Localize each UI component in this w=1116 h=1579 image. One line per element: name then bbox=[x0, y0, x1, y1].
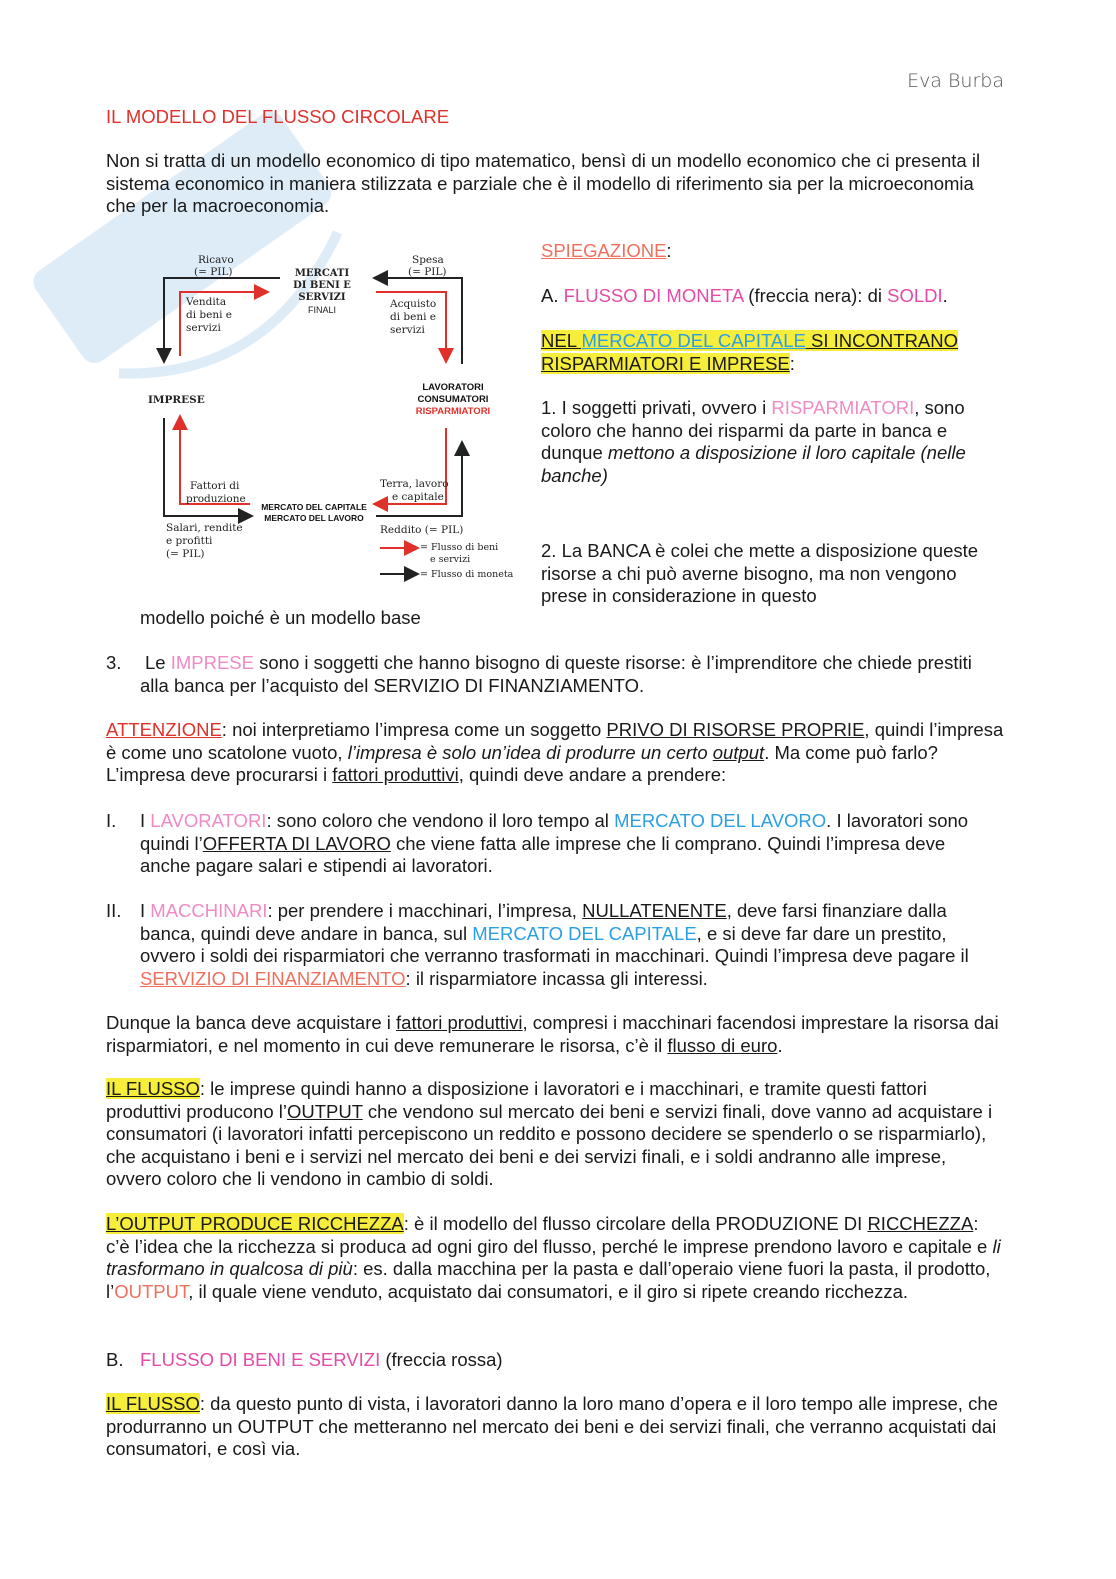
mercati-line-4: FINALI bbox=[307, 305, 336, 315]
p1-b: , bbox=[914, 397, 920, 418]
output-ricchezza-paragraph bbox=[106, 1213, 1006, 1303]
label-spesa: Spesa bbox=[412, 254, 444, 266]
legend-black: = Flusso di moneta bbox=[420, 569, 514, 580]
attenzione-paragraph bbox=[106, 719, 1006, 787]
point-2-paragraph: 2. La BANCA è colei che mette a disposizione queste risorse a chi può averne bisogno, ma non vengono prese in considerazione in questo bbox=[541, 540, 979, 606]
p3-a: Le bbox=[145, 652, 171, 673]
p3-number: 3. bbox=[106, 652, 122, 673]
att-b: , quindi l’impresa è come uno scatolone vuoto, bbox=[106, 719, 1004, 763]
a-rest: (freccia nera): di bbox=[743, 285, 888, 306]
or-b: : c’è l’idea che la ricchezza si produca ad ogni giro del flusso, perché le imprese prendono lavoro e capitale e bbox=[106, 1213, 993, 1257]
att-a: : noi interpretiamo l’impresa come un soggetto bbox=[221, 719, 607, 740]
a-dot: . bbox=[942, 285, 948, 306]
label-spesa-pil: (= PIL) bbox=[408, 266, 447, 278]
mercati-line-2: DI BENI E bbox=[293, 280, 351, 291]
ii-d: , e si deve far dare un prestito, ovvero i soldi dei risparmiatori che verranno trasformati in macchinari. Quindi l’impresa deve pagare il bbox=[140, 922, 969, 966]
acquisto-line-2: di beni e bbox=[390, 311, 437, 323]
flusso-moneta-line bbox=[541, 285, 948, 308]
i-mercato: MERCATO DEL LAVORO bbox=[614, 810, 827, 831]
flusso1-output: OUTPUT bbox=[287, 1100, 363, 1122]
ii-c: , deve farsi finanziare dalla banca, quindi deve andare in banca, sul bbox=[140, 900, 947, 944]
flusso2-label: IL FLUSSO bbox=[106, 1393, 200, 1414]
i-c: . I lavoratori sono quindi l’ bbox=[140, 810, 969, 854]
att-c: . Ma come può farlo? L’impresa deve procurarsi i bbox=[106, 741, 938, 785]
label-consumatori: CONSUMATORI bbox=[417, 394, 489, 405]
attenzione-label: ATTENZIONE bbox=[106, 719, 222, 740]
p1-a: 1. I soggetti privati, ovvero i bbox=[541, 397, 772, 418]
acquisto-line-3: servizi bbox=[390, 324, 425, 336]
ii-null: NULLATENENTE bbox=[582, 900, 727, 921]
soldi: SOLDI bbox=[887, 285, 943, 306]
or-c: : es. dalla macchina per la pasta e dall’operaio viene fuori la pasta, il prodotto, l’ bbox=[106, 1258, 991, 1302]
terra-line-1: Terra, lavoro bbox=[380, 478, 449, 490]
salari-line-3: (= PIL) bbox=[166, 548, 205, 560]
spiegazione-heading bbox=[541, 240, 672, 263]
flusso2-a: : da questo punto di vista, i lavoratori danno la loro mano d’opera e il loro tempo alle imprese, che produrranno un OUTPUT che metteranno nel mercato dei beni e dei servizi finali, che verranno acquistati dai consumatori, e così via. bbox=[106, 1393, 998, 1459]
p3-b: sono i soggetti che hanno bisogno di queste risorse: è l’imprenditore che chiede prestiti alla banca per l’acquisto del SERVIZIO DI FINANZIAMENTO. bbox=[140, 652, 972, 696]
i-offerta: OFFERTA DI LAVORO bbox=[202, 832, 391, 854]
point-1-paragraph bbox=[541, 397, 991, 487]
att-d: , quindi deve andare a prendere: bbox=[458, 764, 727, 785]
p3-imprese: IMPRESE bbox=[170, 652, 254, 673]
ii-macchinari: MACCHINARI bbox=[150, 900, 268, 921]
risparmiatori-imprese-text: RISPARMIATORI E IMPRESE bbox=[541, 352, 790, 374]
flusso1-a: : le imprese quindi hanno a disposizione i lavoratori e i macchinari, e tramite questi fattori produttivi producono l’ bbox=[106, 1078, 927, 1122]
label-risparmiatori: RISPARMIATORI bbox=[415, 406, 491, 417]
ii-paragraph bbox=[140, 900, 1005, 990]
mercati-line-3: SERVIZI bbox=[298, 292, 346, 303]
i-lavoratori: LAVORATORI bbox=[150, 810, 267, 831]
vendita-line-2: di beni e bbox=[186, 309, 233, 321]
or-ricchezza: RICCHEZZA bbox=[867, 1213, 974, 1234]
fattori-line-1: Fattori di bbox=[190, 480, 240, 492]
p1-risparmiatori: RISPARMIATORI bbox=[771, 397, 915, 418]
label-mercato-lavoro: MERCATO DEL LAVORO bbox=[264, 513, 364, 523]
dunque-a: Dunque la banca deve acquistare i bbox=[106, 1012, 397, 1033]
label-ricavo: Ricavo bbox=[198, 254, 234, 266]
heading-colon: : bbox=[789, 352, 795, 374]
flusso1-b: che vendono sul mercato dei beni e servizi finali, dove vanno ad acquistare i consumatori (i lavoratori infatti percepiscono un reddito e possono decidere se spenderlo o se risparmiarlo), che acquistano i beni e i servizi nel mercato dei beni e dei servizi finali, e i soldi andranno alle imprese, ovvero coloro che li vendono in cambio di soldi. bbox=[106, 1100, 993, 1189]
or-it: li trasformano in qualcosa di più bbox=[106, 1235, 1001, 1279]
ii-a: I bbox=[140, 900, 151, 921]
circular-flow-diagram bbox=[140, 248, 525, 593]
ii-b: : per prendere i macchinari, l’impresa, bbox=[267, 900, 583, 921]
p1-c: sono coloro che hanno dei risparmi da parte in banca e dunque bbox=[541, 397, 965, 463]
mercato-capitale-text: MERCATO DEL CAPITALE bbox=[581, 330, 806, 351]
flusso1-label: IL FLUSSO bbox=[106, 1078, 200, 1099]
mercati-line-1: MERCATI bbox=[294, 268, 350, 279]
spiegazione-colon: : bbox=[666, 240, 672, 261]
terra-line-2: e capitale bbox=[392, 491, 444, 503]
i-a: I bbox=[140, 810, 151, 831]
label-reddito: Reddito (= PIL) bbox=[380, 524, 464, 536]
intro-paragraph: Non si tratta di un modello economico di tipo matematico, bensì di un modello economico che ci presenta il sistema economico in maniera stilizzata e parziale che è il modello di riferimento sia per la microeconomia che per la macroeconomia. bbox=[106, 150, 981, 216]
att-output: output bbox=[712, 741, 765, 763]
ii-e: : il risparmiatore incassa gli interessi. bbox=[405, 967, 708, 989]
label-lavoratori: LAVORATORI bbox=[422, 382, 484, 393]
label-mercato-capitale: MERCATO DEL CAPITALE bbox=[261, 502, 367, 512]
att-it1: l’impresa è solo un’idea di produrre un certo bbox=[347, 741, 713, 763]
modello-tail: modello poiché è un modello base bbox=[140, 607, 421, 628]
fattori-line-2: produzione bbox=[186, 493, 246, 505]
dunque-c: . bbox=[777, 1034, 783, 1056]
ii-mercato: MERCATO DEL CAPITALE bbox=[472, 922, 697, 944]
i-paragraph bbox=[140, 810, 1000, 878]
author-name: Eva Burba bbox=[907, 70, 1004, 92]
i-b: : sono coloro che vendono il loro tempo al bbox=[266, 810, 615, 831]
legend-red-line-2: e servizi bbox=[430, 554, 471, 565]
b-rest: (freccia rossa) bbox=[380, 1349, 503, 1370]
nel-text: NEL bbox=[541, 330, 582, 351]
salari-line-2: e profitti bbox=[166, 535, 213, 547]
flusso2-paragraph bbox=[106, 1393, 1006, 1461]
vendita-line-3: servizi bbox=[186, 322, 221, 334]
vendita-line-1: Vendita bbox=[186, 296, 227, 308]
att-privo: PRIVO DI RISORSE PROPRIE bbox=[606, 719, 865, 740]
mercato-capitale-heading bbox=[541, 330, 1001, 375]
or-d: , il quale viene venduto, acquistato dai consumatori, e il giro si ripete creando ricchezza. bbox=[188, 1280, 909, 1302]
b-flusso: FLUSSO DI BENI E SERVIZI bbox=[140, 1349, 381, 1370]
page-title: IL MODELLO DEL FLUSSO CIRCOLARE bbox=[106, 106, 450, 127]
or-a: : è il modello del flusso circolare della PRODUZIONE DI bbox=[403, 1213, 868, 1234]
salari-line-1: Salari, rendite bbox=[166, 522, 243, 534]
ii-servizio: SERVIZIO DI FINANZIAMENTO bbox=[140, 967, 406, 989]
or-output: OUTPUT bbox=[114, 1280, 189, 1302]
spiegazione-label: SPIEGAZIONE bbox=[541, 240, 667, 261]
flusso-moneta: FLUSSO DI MONETA bbox=[563, 285, 744, 306]
dunque-b: , compresi i macchinari facendosi imprestare la risorsa dai risparmiatori, e nel momento in cui deve remunerare le risorsa, c’è il bbox=[106, 1012, 999, 1056]
p1-italic: mettono a disposizione il loro capitale (nelle banche) bbox=[541, 442, 966, 486]
box-mercati-beni bbox=[282, 268, 362, 316]
si-incontrano-text: SI INCONTRANO bbox=[805, 330, 959, 351]
a-label: A. bbox=[541, 285, 559, 306]
legend-red-line-1: = Flusso di beni bbox=[420, 542, 499, 553]
att-fattori: fattori produttivi bbox=[332, 764, 459, 785]
dunque-paragraph bbox=[106, 1012, 1006, 1057]
dunque-fattori: fattori produttivi bbox=[396, 1012, 523, 1033]
label-ricavo-pil: (= PIL) bbox=[194, 266, 233, 278]
p3-paragraph bbox=[140, 652, 1000, 697]
label-imprese: IMPRESE bbox=[148, 394, 205, 406]
or-label: L’OUTPUT PRODUCE RICCHEZZA bbox=[106, 1213, 404, 1234]
i-d: che viene fatta alle imprese che li comprano. Quindi l’impresa deve anche pagare salari e stipendi ai lavoratori. bbox=[140, 832, 946, 876]
i-number: I. bbox=[106, 810, 117, 831]
ii-number: II. bbox=[106, 900, 122, 921]
dunque-flusso: flusso di euro bbox=[667, 1034, 778, 1056]
b-label: B. bbox=[106, 1349, 124, 1370]
b-line bbox=[140, 1349, 503, 1372]
flusso1-paragraph bbox=[106, 1078, 1006, 1191]
acquisto-line-1: Acquisto bbox=[390, 298, 437, 310]
